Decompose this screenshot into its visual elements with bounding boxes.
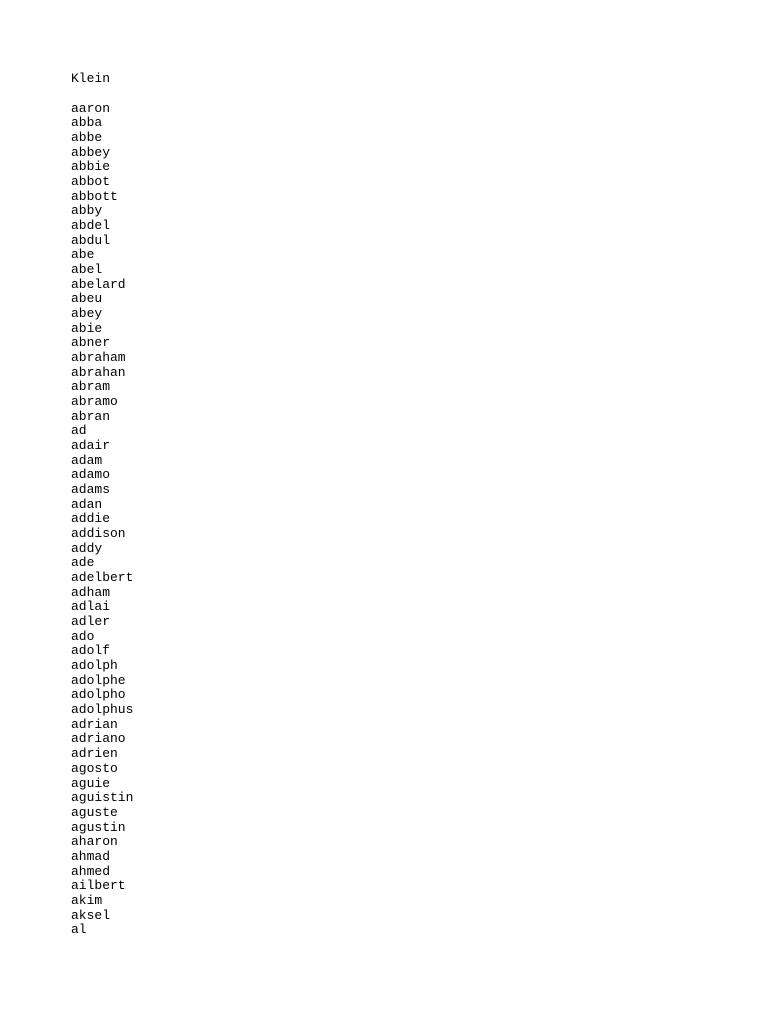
name-list-item: al bbox=[71, 922, 87, 938]
name-list-item: abbot bbox=[71, 173, 111, 189]
name-list-item: adrian bbox=[71, 716, 118, 732]
name-list-item: adair bbox=[71, 438, 111, 454]
name-list-item: abran bbox=[71, 408, 111, 424]
name-list-item: aharon bbox=[71, 834, 118, 850]
name-list-item: addy bbox=[71, 540, 103, 556]
name-list-item: ahmed bbox=[71, 863, 111, 879]
name-list-item: adelbert bbox=[71, 570, 134, 586]
name-list-item: adan bbox=[71, 496, 103, 512]
name-list-item: adler bbox=[71, 614, 111, 630]
name-list-item: abelard bbox=[71, 276, 126, 292]
name-list-item: agosto bbox=[71, 760, 118, 776]
name-list-item: abram bbox=[71, 379, 111, 395]
name-list-item: abdel bbox=[71, 217, 111, 233]
name-list-item: abba bbox=[71, 115, 103, 131]
name-list-item: ade bbox=[71, 555, 95, 571]
name-list-item: abbey bbox=[71, 144, 111, 160]
name-list-item: abramo bbox=[71, 394, 118, 410]
name-list-item: addie bbox=[71, 511, 111, 527]
name-list-item: aksel bbox=[71, 907, 111, 923]
name-list-item: abel bbox=[71, 261, 103, 277]
name-list-item: aguistin bbox=[71, 790, 134, 806]
name-list-item: abbott bbox=[71, 188, 118, 204]
name-list bbox=[71, 102, 133, 938]
name-list-item: adamo bbox=[71, 467, 111, 483]
name-list-item: abdul bbox=[71, 232, 111, 248]
name-list-item: abbie bbox=[71, 159, 111, 175]
name-list-item: adham bbox=[71, 584, 111, 600]
name-list-item: adolf bbox=[71, 643, 111, 659]
name-list-item: akim bbox=[71, 892, 103, 908]
name-list-item: adam bbox=[71, 452, 103, 468]
name-list-item: abe bbox=[71, 247, 95, 263]
name-list-item: abrahan bbox=[71, 364, 126, 380]
name-list-item: abraham bbox=[71, 350, 126, 366]
name-list-item: adams bbox=[71, 482, 111, 498]
name-list-item: ailbert bbox=[71, 878, 126, 894]
name-list-item: ad bbox=[71, 423, 87, 439]
name-list-item: abie bbox=[71, 320, 103, 336]
name-list-item: abeu bbox=[71, 291, 103, 307]
name-list-item: adriano bbox=[71, 731, 126, 747]
name-list-item: abbe bbox=[71, 129, 103, 145]
name-list-item: aguie bbox=[71, 775, 111, 791]
name-list-item: adolphus bbox=[71, 702, 134, 718]
name-list-item: adolph bbox=[71, 658, 118, 674]
name-list-item: abey bbox=[71, 306, 103, 321]
name-list-item: ahmad bbox=[71, 848, 111, 864]
name-list-item: agustin bbox=[71, 819, 126, 835]
name-list-item: addison bbox=[71, 526, 126, 542]
name-list-item: aguste bbox=[71, 804, 118, 820]
document-page bbox=[71, 71, 133, 938]
name-list-item: abner bbox=[71, 335, 111, 351]
name-list-item: abby bbox=[71, 203, 103, 219]
document-title: Klein bbox=[71, 71, 111, 86]
name-list-item: adrien bbox=[71, 746, 118, 762]
name-list-item: aaron bbox=[71, 100, 111, 116]
name-list-item: adolpho bbox=[71, 687, 126, 703]
name-list-item: adolphe bbox=[71, 672, 126, 688]
name-list-item: ado bbox=[71, 628, 95, 644]
name-list-item: adlai bbox=[71, 599, 111, 615]
